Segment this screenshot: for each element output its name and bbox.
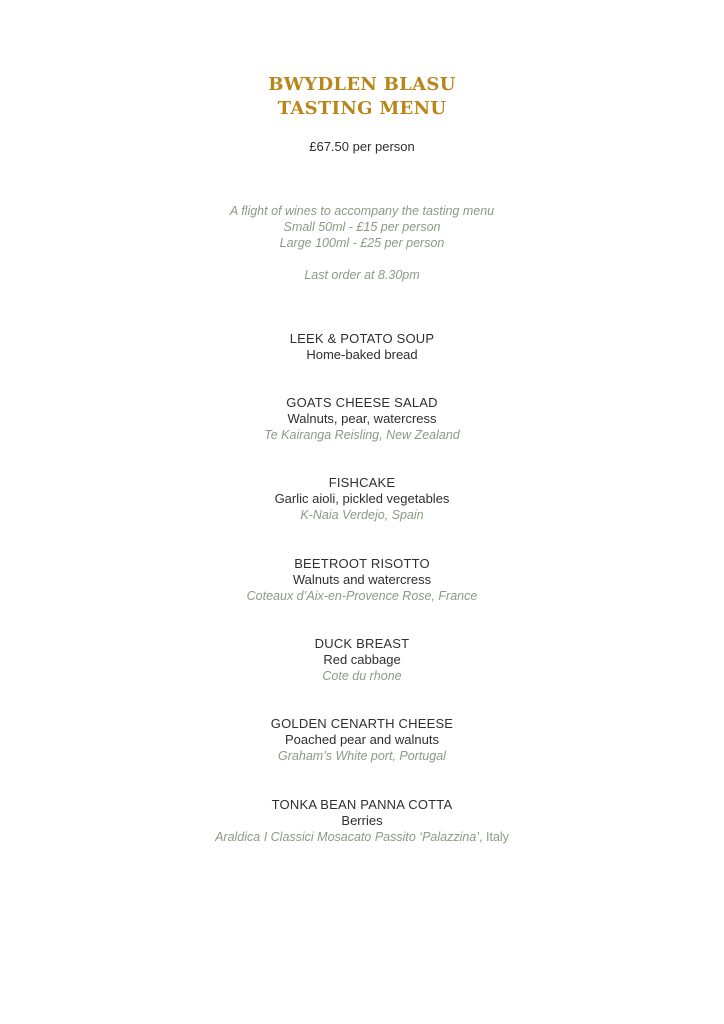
wine-flight-large: Large 100ml - £25 per person bbox=[279, 236, 445, 250]
course-wine-country: , Italy bbox=[479, 830, 509, 844]
course-description: Home-baked bread bbox=[306, 347, 418, 362]
course-name: GOATS CHEESE SALAD bbox=[286, 395, 438, 410]
course-name: DUCK BREAST bbox=[314, 636, 410, 651]
course-wine-name: Araldica I Classici Mosacato Passito ‘Palazzina’ bbox=[215, 830, 480, 844]
course-description: Walnuts and watercress bbox=[292, 572, 432, 587]
course-item bbox=[0, 636, 724, 684]
course-wine-pairing: Cote du rhone bbox=[322, 669, 402, 683]
course-wine-pairing: Coteaux d’Aix-en-Provence Rose, France bbox=[246, 589, 478, 603]
menu-title-welsh: BWYDLEN BLASU bbox=[268, 74, 456, 95]
menu-title-english: TASTING MENU bbox=[277, 98, 447, 119]
wine-flight-intro: A flight of wines to accompany the tasting menu bbox=[229, 204, 495, 218]
wine-flight-small: Small 50ml - £15 per person bbox=[283, 220, 441, 234]
course-name: GOLDEN CENARTH CHEESE bbox=[270, 716, 454, 731]
course-item bbox=[0, 797, 724, 845]
course-wine-pairing: K-Naia Verdejo, Spain bbox=[300, 508, 424, 522]
course-item bbox=[0, 395, 724, 443]
course-wine-pairing: Te Kairanga Reisling, New Zealand bbox=[264, 428, 460, 442]
course-wine-pairing bbox=[0, 829, 724, 845]
course-name: FISHCAKE bbox=[328, 475, 396, 490]
course-description: Red cabbage bbox=[323, 652, 401, 667]
course-item bbox=[0, 556, 724, 604]
course-name: TONKA BEAN PANNA COTTA bbox=[271, 797, 453, 812]
course-name: BEETROOT RISOTTO bbox=[294, 556, 430, 571]
course-item bbox=[0, 716, 724, 764]
last-order-note: Last order at 8.30pm bbox=[304, 268, 420, 282]
course-item bbox=[0, 475, 724, 523]
course-description: Garlic aioli, pickled vegetables bbox=[274, 491, 450, 506]
course-description: Poached pear and walnuts bbox=[285, 732, 439, 747]
course-name: LEEK & POTATO SOUP bbox=[289, 331, 435, 346]
course-item bbox=[0, 331, 724, 363]
course-description: Walnuts, pear, watercress bbox=[287, 411, 437, 426]
course-description: Berries bbox=[341, 813, 383, 828]
course-wine-pairing: Graham’s White port, Portugal bbox=[278, 749, 446, 763]
menu-price: £67.50 per person bbox=[309, 139, 415, 154]
